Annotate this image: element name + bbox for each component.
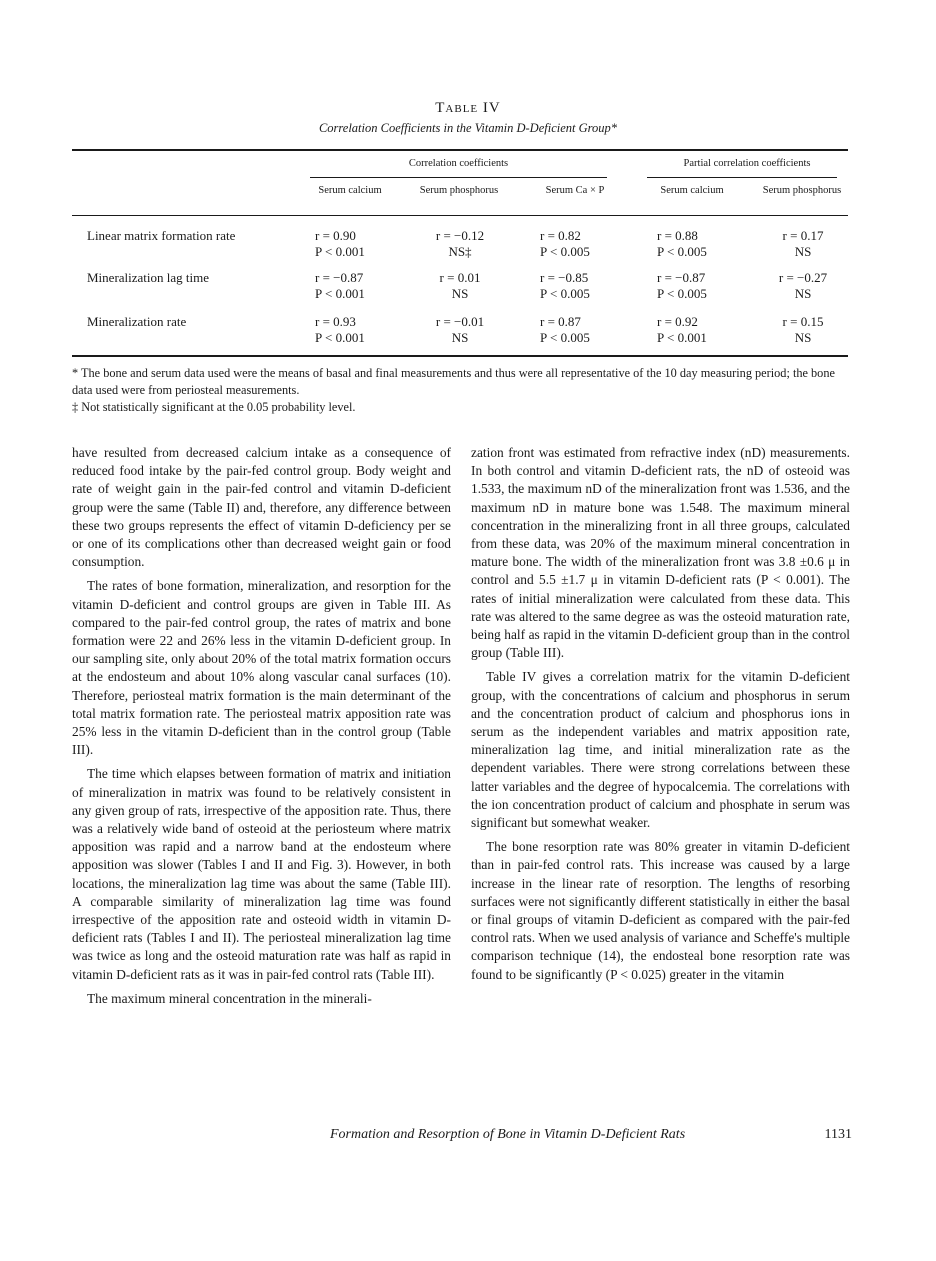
table-cell: r = −0.12 NS‡ bbox=[435, 228, 485, 259]
group-header-correlation: Correlation coefficients bbox=[408, 158, 509, 169]
page-number: 1131 bbox=[824, 1127, 852, 1142]
table-cell: r = 0.87 P < 0.005 bbox=[540, 314, 590, 345]
table-cell: r = 0.90 P < 0.001 bbox=[315, 228, 365, 259]
paragraph: The bone resorption rate was 80% greater in vitamin D-deficient than in pair-fed control rats. This increase was caused by a large increase in the linear rate of resorption. The lengths of resorbing surfaces were not significantly different statistically in either the basal or final groups of vitamin D-deficient as compared with the pair-fed control rats. When we used analysis of variance and Scheffe's multiple comparison technique (14), the endosteal bone resorption rate was found to be significantly (P < 0.025) greater in the vitamin bbox=[471, 839, 850, 982]
column-header: Serum phosphorus bbox=[419, 185, 499, 196]
group-rule-partial bbox=[647, 177, 837, 178]
left-text-column bbox=[72, 444, 451, 1014]
paragraph: Table IV gives a correlation matrix for the vitamin D-deficient group, with the concentrations of calcium and phosphorus in serum and the concentration product of calcium and phosphorus ions in serum as the independent variables and matrix apposition rate, mineralization lag time, and initial mineralization rate as the dependent variables. There were strong correlations between these latter variables and the degree of hypocalcemia. The correlations with the ion concentration product of calcium and phosphate in serum was significant but somewhat weaker. bbox=[471, 669, 850, 831]
row-label: Linear matrix formation rate bbox=[87, 228, 236, 243]
paragraph: have resulted from decreased calcium intake as a consequence of reduced food intake by the pair-fed control group. Body weight and rate of weight gain in the pair-fed control and vitamin D-deficient group were the same (Table II) and, therefore, any difference between these two groups represents the effect of vitamin D-deficiency per se or one of its complications other than decreased weight gain or food consumption. bbox=[72, 445, 451, 570]
table-cell: r = 0.82 P < 0.005 bbox=[540, 228, 590, 259]
table-cell: r = 0.93 P < 0.001 bbox=[315, 314, 365, 345]
table-cell: r = 0.01 NS bbox=[439, 270, 481, 301]
table-cell: r = 0.88 P < 0.005 bbox=[657, 228, 707, 259]
paragraph: zation front was estimated from refractive index (nD) measurements. In both control and vitamin D-deficient rats, the nD of osteoid was 1.533, the maximum nD of the mineralization front was 1.536, and the maximum nD in mature bone was 1.548. The maximum mineral concentration in the mineralizing front in all three groups, calculated from these data, was 20% of the maximum mineral concentration in mature bone. The width of the mineralization front was 3.8 ±0.6 μ in control and 5.5 ±1.7 μ in vitamin D-deficient rats (P < 0.001). The rates of initial mineralization were calculated from these data. This rate was altered to the same degree as was the osteoid maturation rate, being half as rapid in the vitamin D-deficient group than in the control group (Table III). bbox=[471, 445, 850, 661]
row-label: Mineralization lag time bbox=[87, 270, 210, 285]
paragraph: The rates of bone formation, mineralization, and resorption for the vitamin D-deficient and control groups are given in Table III. As compared to the pair-fed control group, the rates of matrix and bone formation were 22 and 26% less in the vitamin D-deficient group. In our sampling site, only about 20% of the total matrix formation occurs at the endosteum and about 10% along vascular canal surfaces (10). Therefore, periosteal matrix formation is the main determinant of the total matrix formation rate. The periosteal matrix apposition rate was 25% less in the vitamin D-deficient than in the control group (Table III). bbox=[72, 578, 451, 758]
table-subtitle: Correlation Coefficients in the Vitamin D-Deficient Group* bbox=[318, 121, 618, 135]
footnote: * The bone and serum data used were the means of basal and final measurements and thus were all representative of the 10 day measuring period; the bone data used were from periosteal measurements. bbox=[72, 366, 835, 397]
table-cell: r = −0.87 P < 0.005 bbox=[657, 270, 707, 301]
column-header: Serum Ca × P bbox=[545, 185, 605, 196]
table-header-rule bbox=[72, 215, 848, 216]
row-label: Mineralization rate bbox=[87, 314, 187, 329]
table-cell: r = 0.17 NS bbox=[782, 228, 824, 259]
table-cell: r = −0.27 NS bbox=[778, 270, 828, 301]
table-caption bbox=[0, 100, 936, 136]
table-cell: r = −0.85 P < 0.005 bbox=[540, 270, 590, 301]
column-header: Serum calcium bbox=[660, 185, 724, 196]
table-cell: r = 0.15 NS bbox=[782, 314, 824, 345]
table-cell: r = −0.01 NS bbox=[435, 314, 485, 345]
footnote: ‡ Not statistically significant at the 0.05 probability level. bbox=[72, 400, 356, 414]
column-header: Serum phosphorus bbox=[762, 185, 842, 196]
table-bottom-rule bbox=[72, 355, 848, 357]
running-title: Formation and Resorption of Bone in Vitamin D-Deficient Rats bbox=[330, 1127, 686, 1142]
right-text-column bbox=[471, 444, 850, 990]
table-cell: r = 0.92 P < 0.001 bbox=[657, 314, 707, 345]
column-header: Serum calcium bbox=[318, 185, 382, 196]
group-rule-correlation bbox=[310, 177, 607, 178]
paragraph: The time which elapses between formation of matrix and initiation of mineralization in matrix was found to be relatively consistent in any given group of rats, irrespective of the apposition rate. Thus, there was a relatively wide band of osteoid at the periosteum where matrix apposition was rapid and a narrow band at the endosteum where apposition was slower (Tables I and II and Fig. 3). However, in both locations, the mineralization lag time was about the same (Table III). A comparable similarity of mineralization lag time was found irrespective of the apposition rate and osteoid width in vitamin D-deficient rats (Tables I and II). The periosteal mineralization lag time was twice as long and the osteoid maturation rate was half as rapid in vitamin D-deficient rats as it was in pair-fed control rats (Table III). bbox=[72, 766, 451, 982]
table-title: Table IV bbox=[435, 100, 501, 116]
paragraph: The maximum mineral concentration in the minerali- bbox=[87, 990, 372, 1006]
table-top-rule bbox=[72, 149, 848, 151]
table-footnotes bbox=[72, 365, 852, 416]
running-footer bbox=[330, 1127, 852, 1143]
group-header-partial: Partial correlation coefficients bbox=[683, 158, 811, 169]
table-cell: r = −0.87 P < 0.001 bbox=[315, 270, 365, 301]
